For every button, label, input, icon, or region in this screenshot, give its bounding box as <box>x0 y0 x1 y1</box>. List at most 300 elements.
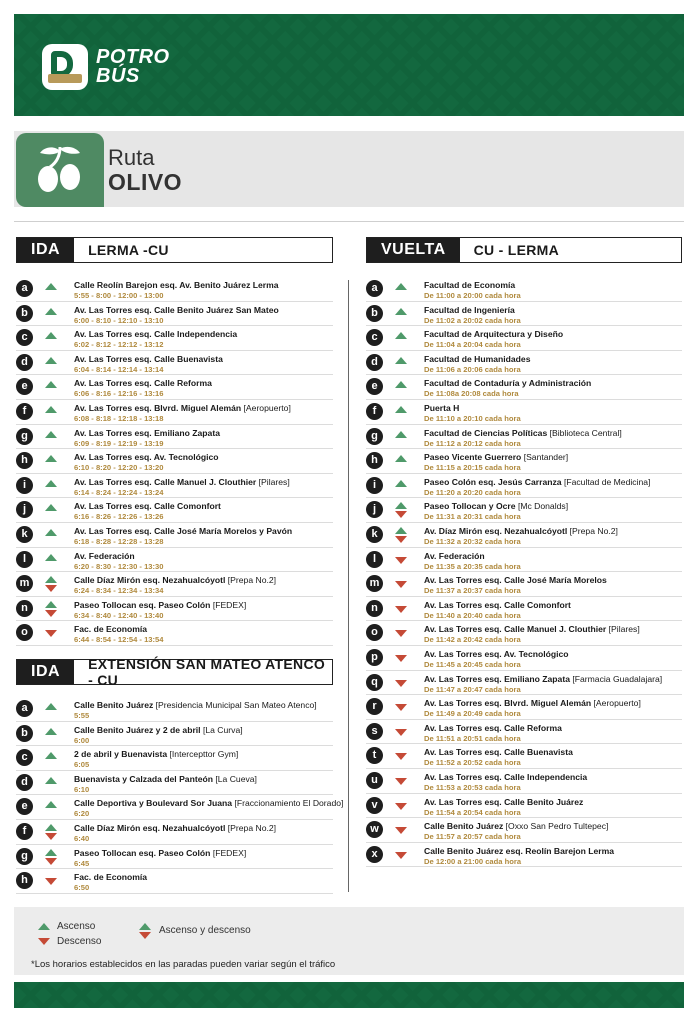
stop-street: Fac. de Economía <box>74 624 148 635</box>
stop-row <box>366 351 682 376</box>
stop-reference: [Oxxo San Pedro Tultepec] <box>505 821 609 832</box>
stop-letter: h <box>366 452 383 469</box>
stop-letter: e <box>366 378 383 395</box>
header-banner <box>14 14 684 116</box>
stop-row <box>366 474 682 499</box>
stop-name <box>74 600 246 610</box>
stop-row <box>16 845 333 870</box>
legend <box>14 907 684 975</box>
footer-pattern <box>14 982 684 1008</box>
logo-line-2: BÚS <box>96 65 140 87</box>
stop-reference: [Aeropuerto] <box>593 698 641 709</box>
descenso-icon <box>394 650 408 666</box>
stop-row <box>366 769 682 794</box>
stop-time: De 11:57 a 20:57 cada hora <box>424 832 521 842</box>
vuelta-header <box>366 237 682 263</box>
stop-street: Av. Las Torres esq. Calle Comonfort <box>424 599 571 610</box>
stop-name <box>424 723 562 733</box>
stop-name <box>424 747 573 757</box>
stop-name <box>424 600 571 610</box>
stop-letter: b <box>16 725 33 742</box>
potrobus-logo <box>42 44 170 90</box>
stop-reference: [Fraccionamiento El Dorado] <box>234 798 344 809</box>
stop-street: Paseo Colón esq. Jesús Carranza <box>424 476 562 487</box>
stop-time: De 11:49 a 20:49 cada hora <box>424 709 521 719</box>
stop-time: 6:14 - 8:24 - 12:24 - 13:24 <box>74 487 164 497</box>
stop-time: 6:09 - 8:19 - 12:19 - 13:19 <box>74 438 164 448</box>
column-divider <box>348 280 349 892</box>
stop-time: De 11:32 a 20:32 cada hora <box>424 537 521 546</box>
ascenso-icon <box>44 552 58 568</box>
descenso-icon <box>394 699 408 715</box>
ascenso-icon <box>44 502 58 518</box>
stop-reference: [Presidencia Municipal San Mateo Atenco] <box>155 700 317 710</box>
stop-name <box>74 280 279 290</box>
stop-name <box>74 305 279 315</box>
stop-time: De 11:00 a 20:00 cada hora <box>424 291 521 300</box>
stop-letter: c <box>366 329 383 346</box>
stop-letter: h <box>16 452 33 469</box>
stop-name <box>74 403 291 413</box>
stop-name <box>424 846 614 856</box>
stop-street: Av. Las Torres esq. Calle Benito Juárez <box>424 796 584 807</box>
stop-name <box>74 872 147 882</box>
stop-name <box>424 280 515 290</box>
legend-descenso: Descenso <box>57 936 102 947</box>
stop-row <box>16 597 333 622</box>
stop-row <box>16 449 333 474</box>
stop-row <box>16 795 344 820</box>
stop-time: 6:16 - 8:26 - 12:26 - 13:26 <box>74 512 164 522</box>
stop-street: 2 de abril y Buenavista <box>74 749 168 760</box>
stop-name <box>74 329 237 339</box>
stop-name <box>74 575 276 585</box>
stop-name <box>424 354 531 364</box>
stop-reference: [FEDEX] <box>212 599 247 610</box>
stop-street: Av. Las Torres esq. Calle Reforma <box>74 378 212 389</box>
stop-name <box>74 624 147 634</box>
stop-time: De 11:15 a 20:15 cada hora <box>424 463 521 473</box>
stop-row <box>366 720 682 745</box>
extension-direction: EXTENSIÓN SAN MATEO ATENCO - CU <box>88 656 326 688</box>
ida-tag: IDA <box>17 238 74 262</box>
stop-street: Av. Las Torres esq. Emiliano Zapata <box>424 673 570 684</box>
stop-letter: b <box>366 305 383 322</box>
stop-name <box>424 698 641 708</box>
legend-ascenso: Ascenso <box>57 921 96 932</box>
stop-letter: c <box>16 329 33 346</box>
stop-street: Av. Las Torres esq. Calle José María Morelos <box>424 575 607 586</box>
stop-name <box>424 403 459 413</box>
stop-time: 6:10 <box>74 784 90 794</box>
logo-text <box>96 48 170 86</box>
stop-time: De 11:45 a 20:45 cada hora <box>424 660 521 669</box>
stop-letter: q <box>366 674 383 691</box>
descenso-icon <box>394 822 408 838</box>
stop-row <box>16 771 333 796</box>
stop-name <box>74 477 290 487</box>
stop-street: Av. Las Torres esq. Calle Manuel J. Clouthier <box>424 624 607 635</box>
route-label: Ruta <box>108 145 155 170</box>
ascenso-descenso-icon <box>394 502 408 518</box>
stop-reference: [Pilares] <box>608 624 640 635</box>
footer-band <box>14 982 684 1008</box>
stop-time: 6:40 <box>74 834 90 843</box>
stop-street: Facultad de Humanidades <box>424 353 531 364</box>
stop-letter: a <box>366 280 383 297</box>
stop-letter: k <box>366 526 383 543</box>
stop-name <box>424 575 607 585</box>
stop-time: De 11:40 a 20:40 cada hora <box>424 610 521 620</box>
stop-time: De 11:06 a 20:06 cada hora <box>424 364 521 374</box>
ascenso-icon <box>394 478 408 494</box>
stop-letter: f <box>16 403 33 420</box>
ascenso-icon <box>44 726 58 742</box>
stop-time: De 11:31 a 20:31 cada hora <box>424 512 521 522</box>
route-name: OLIVO <box>108 169 183 195</box>
stop-name <box>424 378 591 388</box>
stop-letter: m <box>16 575 33 592</box>
stop-reference: [Facultad de Medicina] <box>563 476 651 487</box>
stop-name <box>74 354 223 364</box>
stop-street: Av. Federación <box>74 550 135 561</box>
stop-reference: [FEDEX] <box>212 847 247 858</box>
stop-letter: a <box>16 700 33 717</box>
stop-time: 6:05 <box>74 760 90 770</box>
stop-row <box>366 794 682 819</box>
ascenso-descenso-icon <box>44 576 58 592</box>
stop-row <box>366 425 682 450</box>
stop-street: Paseo Tollocan esq. Paseo Colón <box>74 847 211 858</box>
stop-street: Facultad de Arquitectura y Diseño <box>424 329 564 340</box>
stop-letter: l <box>16 551 33 568</box>
olive-icon <box>16 133 104 207</box>
stop-reference: [Mc Donalds] <box>517 501 569 512</box>
stop-street: Av. Díaz Mirón esq. Nezahualcóyotl <box>424 526 568 536</box>
stop-row <box>16 474 333 499</box>
ascenso-icon <box>394 429 408 445</box>
logo-mark-icon <box>42 44 88 90</box>
ascenso-icon <box>44 281 58 297</box>
stop-row <box>16 548 333 573</box>
stop-time: 6:44 - 8:54 - 12:54 - 13:54 <box>74 635 164 645</box>
stop-row <box>16 572 333 597</box>
stop-time: 6:08 - 8:18 - 12:18 - 13:18 <box>74 414 164 423</box>
stop-time: 6:02 - 8:12 - 12:12 - 13:12 <box>74 340 164 350</box>
stop-row <box>366 498 682 523</box>
stop-street: Av. Las Torres esq. Calle Independencia <box>424 772 588 782</box>
stop-street: Calle Benito Juárez <box>74 700 154 710</box>
stop-reference: [La Curva] <box>202 724 243 735</box>
stop-row <box>366 843 682 868</box>
ascenso-icon <box>38 923 50 937</box>
stop-time: De 11:47 a 20:47 cada hora <box>424 684 521 694</box>
stop-reference: [Pilares] <box>258 476 290 487</box>
vuelta-direction: CU - LERMA <box>473 242 560 258</box>
stop-row <box>366 400 682 425</box>
stop-row <box>366 523 682 548</box>
stop-row <box>366 695 682 720</box>
stop-street: Calle Reolín Barejon esq. Av. Benito Juárez Lerma <box>74 280 279 290</box>
stop-name <box>74 798 343 808</box>
divider <box>14 221 684 222</box>
stop-letter: g <box>16 428 33 445</box>
stop-street: Calle Deportiva y Boulevard Sor Juana <box>74 798 233 809</box>
stop-time: 6:06 - 8:16 - 12:16 - 13:16 <box>74 389 164 399</box>
stop-time: 6:04 - 8:14 - 12:14 - 13:14 <box>74 364 164 374</box>
ascenso-icon <box>394 404 408 420</box>
stop-letter: t <box>366 747 383 764</box>
stop-street: Calle Díaz Mirón esq. Nezahualcóyotl <box>74 575 226 586</box>
stop-street: Av. Las Torres esq. Emiliano Zapata <box>74 427 220 438</box>
stop-time: De 11:35 a 20:35 cada hora <box>424 561 521 571</box>
stop-letter: r <box>366 698 383 715</box>
stop-letter: l <box>366 551 383 568</box>
stop-row <box>16 869 333 894</box>
ascenso-icon <box>44 404 58 420</box>
stop-name <box>424 477 650 487</box>
stop-name <box>74 526 292 536</box>
stop-row <box>366 818 682 843</box>
stop-time: 5:55 - 8:00 - 12:00 - 13:00 <box>74 291 164 300</box>
stop-row <box>366 277 682 302</box>
ascenso-icon <box>394 453 408 469</box>
stop-row <box>366 646 682 671</box>
ascenso-icon <box>44 429 58 445</box>
stop-letter: c <box>16 749 33 766</box>
stop-name <box>74 725 243 735</box>
descenso-icon <box>394 798 408 814</box>
stop-letter: k <box>16 526 33 543</box>
stop-name <box>424 674 662 684</box>
stop-letter: o <box>16 624 33 641</box>
stop-letter: f <box>366 403 383 420</box>
stop-name <box>74 749 238 759</box>
stop-letter: i <box>366 477 383 494</box>
stop-letter: j <box>366 501 383 518</box>
descenso-icon <box>394 675 408 691</box>
ascenso-icon <box>44 701 58 717</box>
stop-letter: d <box>366 354 383 371</box>
stop-street: Av. Las Torres esq. Calle Comonfort <box>74 501 221 512</box>
stop-time: De 11:08a 20:08 cada hora <box>424 389 519 399</box>
stop-letter: f <box>16 823 33 840</box>
ascenso-icon <box>44 527 58 543</box>
stop-name <box>424 624 640 634</box>
ascenso-icon <box>44 775 58 791</box>
stop-time: De 11:42 a 20:42 cada hora <box>424 635 521 645</box>
stop-row <box>16 523 333 548</box>
extension-header <box>16 656 333 688</box>
stop-name <box>424 428 622 438</box>
stop-time: De 11:54 a 20:54 cada hora <box>424 807 521 817</box>
stop-name <box>424 821 608 831</box>
descenso-icon <box>394 625 408 641</box>
stop-name <box>74 848 246 858</box>
stop-reference: [Prepa No.2] <box>569 526 618 536</box>
stop-street: Av. Las Torres esq. Calle Buenavista <box>424 747 573 758</box>
ascenso-icon <box>44 306 58 322</box>
stop-row <box>366 671 682 696</box>
stop-row <box>366 621 682 646</box>
ascenso-icon <box>44 355 58 371</box>
descenso-icon <box>38 938 50 952</box>
route-bar <box>14 131 684 207</box>
extension-tag: IDA <box>17 660 74 684</box>
stop-street: Paseo Vicente Guerrero <box>424 452 522 463</box>
descenso-icon <box>394 552 408 568</box>
stop-row <box>16 302 333 327</box>
stop-reference: [Intercepttor Gym] <box>169 749 239 760</box>
stop-time: De 11:53 a 20:53 cada hora <box>424 783 521 792</box>
ascenso-icon <box>44 478 58 494</box>
stop-time: 6:10 - 8:20 - 12:20 - 13:20 <box>74 463 164 473</box>
stop-reference: [Prepa No.2] <box>227 575 277 586</box>
ascenso-icon <box>394 379 408 395</box>
ascenso-descenso-icon <box>139 923 151 937</box>
stop-letter: v <box>366 797 383 814</box>
stop-letter: a <box>16 280 33 297</box>
stop-row <box>16 425 333 450</box>
stop-reference: [Prepa No.2] <box>227 823 277 833</box>
stop-time: De 11:52 a 20:52 cada hora <box>424 758 521 768</box>
stop-reference: [Biblioteca Central] <box>549 427 622 438</box>
stop-time: De 11:20 a 20:20 cada hora <box>424 487 521 497</box>
stop-row <box>16 375 333 400</box>
stop-letter: n <box>366 600 383 617</box>
ascenso-descenso-icon <box>44 849 58 865</box>
stop-row <box>16 400 333 425</box>
stop-street: Fac. de Economía <box>74 872 148 883</box>
stop-street: Av. Las Torres esq. Calle Independencia <box>74 329 238 340</box>
descenso-icon <box>394 724 408 740</box>
stop-street: Calle Díaz Mirón esq. Nezahualcóyotl <box>74 823 226 833</box>
stop-letter: h <box>16 872 33 889</box>
stop-row <box>366 449 682 474</box>
stop-name <box>424 305 515 315</box>
ascenso-icon <box>44 379 58 395</box>
ida-direction: LERMA -CU <box>88 242 169 258</box>
stop-street: Puerta H <box>424 403 460 413</box>
stop-letter: g <box>16 848 33 865</box>
stop-time: 6:34 - 8:40 - 12:40 - 13:40 <box>74 610 164 620</box>
stop-time: De 12:00 a 21:00 cada hora <box>424 856 522 866</box>
stop-letter: j <box>16 501 33 518</box>
stop-time: 6:50 <box>74 883 90 893</box>
stop-time: 6:00 - 8:10 - 12:10 - 13:10 <box>74 315 164 325</box>
stop-letter: b <box>16 305 33 322</box>
stop-time: 6:45 <box>74 858 90 868</box>
stop-reference: [Aeropuerto] <box>243 403 291 413</box>
stop-row <box>366 326 682 351</box>
stop-row <box>366 744 682 769</box>
stop-name <box>424 772 587 782</box>
ascenso-descenso-icon <box>44 824 58 840</box>
descenso-icon <box>394 773 408 789</box>
stop-letter: d <box>16 354 33 371</box>
legend-ambos: Ascenso y descenso <box>159 925 251 936</box>
stop-row <box>16 277 333 302</box>
descenso-icon <box>44 873 58 889</box>
stop-name <box>74 823 276 833</box>
ascenso-icon <box>44 750 58 766</box>
stop-name <box>74 428 220 438</box>
stop-street: Av. Las Torres esq. Calle Reforma <box>424 722 562 733</box>
stop-name <box>424 329 563 339</box>
stop-reference: [Farmacia Guadalajara] <box>572 673 663 684</box>
stop-time: 6:20 - 8:30 - 12:30 - 13:30 <box>74 561 164 571</box>
stop-row <box>16 820 333 845</box>
descenso-icon <box>394 576 408 592</box>
ascenso-icon <box>44 799 58 815</box>
stop-street: Av. Federación <box>424 550 485 561</box>
stop-letter: d <box>16 774 33 791</box>
stop-time: De 11:12 a 20:12 cada hora <box>424 438 521 448</box>
stop-time: 6:18 - 8:28 - 12:28 - 13:28 <box>74 537 164 546</box>
stop-letter: x <box>366 846 383 863</box>
stop-street: Av. Las Torres esq. Calle Manuel J. Clouthier <box>74 476 257 487</box>
stop-time: De 11:02 a 20:02 cada hora <box>424 315 521 325</box>
stop-name <box>424 526 618 536</box>
descenso-icon <box>394 748 408 764</box>
logo-line-1: POTRO <box>96 46 170 68</box>
stop-street: Facultad de Economía <box>424 280 516 290</box>
stop-name <box>74 700 317 710</box>
vuelta-tag: VUELTA <box>367 238 460 262</box>
stop-street: Av. Las Torres esq. Calle José María Morelos y Pavón <box>74 526 293 536</box>
stop-reference: [Santander] <box>523 452 569 463</box>
stop-street: Av. Las Torres esq. Calle Benito Juárez San Mateo <box>74 304 279 315</box>
stop-street: Facultad de Ciencias Políticas <box>424 427 548 438</box>
stop-time: De 11:10 a 20:10 cada hora <box>424 414 521 423</box>
stop-name <box>74 378 212 388</box>
stop-letter: p <box>366 649 383 666</box>
stop-street: Av. Las Torres esq. Blvrd. Miguel Alemán <box>74 403 242 413</box>
stop-letter: i <box>16 477 33 494</box>
route-title <box>108 146 182 194</box>
stop-row <box>16 498 333 523</box>
stop-name <box>424 551 485 561</box>
stop-letter: s <box>366 723 383 740</box>
stop-letter: n <box>16 600 33 617</box>
stop-time: De 11:04 a 20:04 cada hora <box>424 340 521 350</box>
stop-row <box>16 351 333 376</box>
stop-time: De 11:51 a 20:51 cada hora <box>424 733 521 743</box>
stop-letter: e <box>16 378 33 395</box>
stop-row <box>16 746 333 771</box>
stop-street: Calle Benito Juárez esq. Reolín Barejon Lerma <box>424 845 615 856</box>
stop-reference: [La Cueva] <box>215 773 257 784</box>
stop-name <box>424 452 568 462</box>
stop-letter: o <box>366 624 383 641</box>
stop-street: Facultad de Ingeniería <box>424 304 515 315</box>
stop-row <box>16 697 333 722</box>
stop-name <box>424 501 568 511</box>
stop-time: 6:20 <box>74 809 90 819</box>
descenso-icon <box>44 625 58 641</box>
stop-letter: u <box>366 772 383 789</box>
ascenso-icon <box>44 330 58 346</box>
ascenso-icon <box>44 453 58 469</box>
stop-time: 6:24 - 8:34 - 12:34 - 13:34 <box>74 586 164 596</box>
stop-street: Av. Las Torres esq. Av. Tecnológico <box>424 649 569 659</box>
stop-time: De 11:37 a 20:37 cada hora <box>424 586 521 596</box>
stop-street: Paseo Tollocan y Ocre <box>424 501 516 512</box>
stop-row <box>366 375 682 400</box>
ascenso-icon <box>394 306 408 322</box>
stop-street: Buenavista y Calzada del Panteón <box>74 773 213 784</box>
stop-street: Calle Benito Juárez y 2 de abril <box>74 724 201 735</box>
